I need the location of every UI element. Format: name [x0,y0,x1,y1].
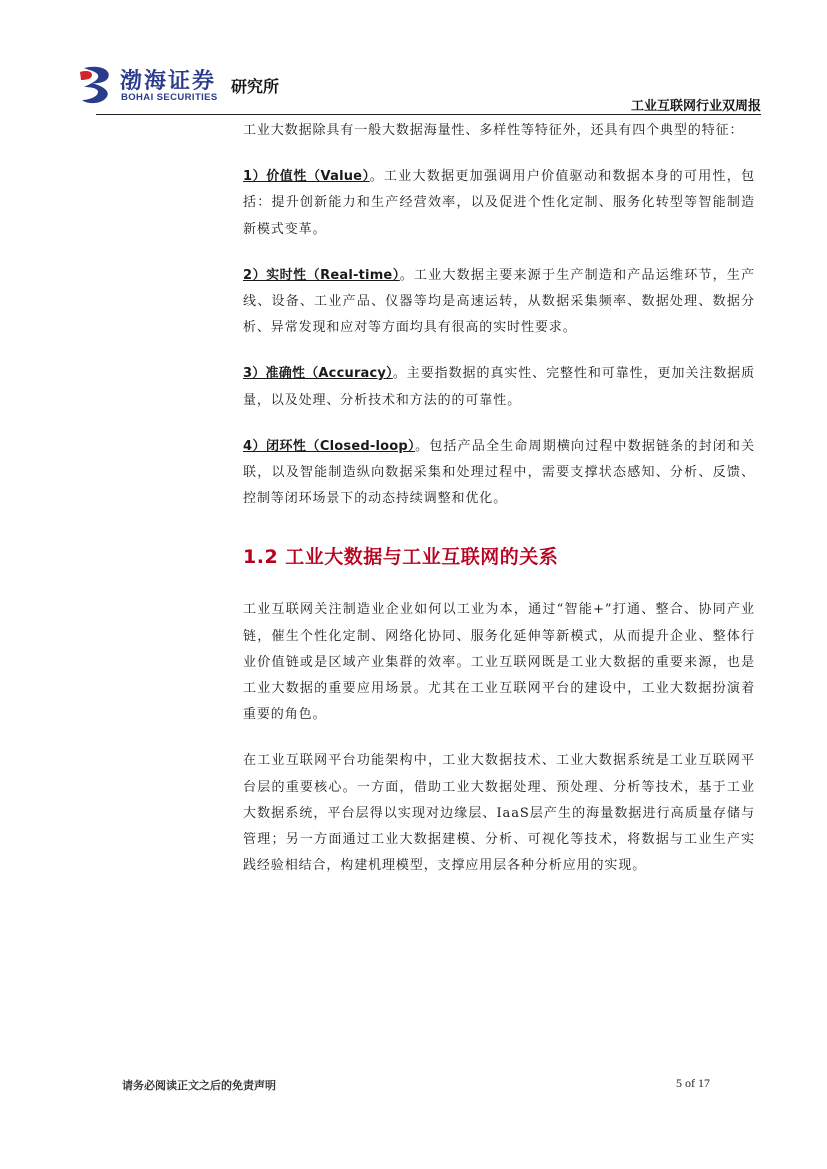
institute-label: 研究所 [231,77,280,96]
brand-name-cn: 渤海证券 [120,68,217,94]
feature-paragraph-4 [243,434,755,513]
section-paragraph-2: 在工业互联网平台功能架构中，工业大数据技术、工业大数据系统是工业互联网平台层的重要核心。一方面，借助工业大数据处理、预处理、分析等技术，基于工业大数据系统，平台层得以实现对边缘层、IaaS层产生的海量数据进行高质量存储与管理；另一方面通过工业大数据建模、分析、可视化等技术，将数据与工业生产实践经验相结合，构建机理模型，支撑应用层各种分析应用的实现。 [243,753,755,874]
section-paragraph-1: 工业互联网关注制造业企业如何以工业为本，通过“智能+”打通、整合、协同产业链，催生个性化定制、网络化协同、服务化延伸等新模式，从而提升企业、整体行业价值链或是区域产业集群的效率。工业互联网既是工业大数据的重要来源，也是工业大数据的重要应用场景。尤其在工业互联网平台的建设中，工业大数据扮演着重要的角色。 [243,602,755,723]
intro-paragraph: 工业大数据除具有一般大数据海量性、多样性等特征外，还具有四个典型的特征： [243,123,744,138]
feature-paragraph-1 [243,164,755,243]
report-title: 工业互联网行业双周报 [630,99,761,114]
feature-paragraph-3 [243,361,755,413]
feature-text: 。主要指数据的真实性、完整性和可靠性，更加关注数据质量，以及处理、分析技术和方法的的可靠性。 [243,366,755,408]
bohai-logo-icon [78,64,116,106]
feature-title: 4）闭环性（Closed-loop） [243,438,416,454]
feature-text: 。工业大数据更加强调用户价值驱动和数据本身的可用性，包括：提升创新能力和生产经营效率，以及促进个性化定制、服务化转型等智能制造新模式变革。 [243,169,755,237]
feature-paragraph-2 [243,263,755,342]
main-content [243,118,755,879]
feature-text: 。工业大数据主要来源于生产制造和产品运维环节，生产线、设备、工业产品、仪器等均是高速运转，从数据采集频率、数据处理、数据分析、异常发现和应对等方面均具有很高的实时性要求。 [243,267,755,336]
company-logo [78,64,298,110]
header-divider [96,114,761,115]
feature-title: 1）价值性（Value） [243,169,370,185]
section-heading: 1.2 工业大数据与工业互联网的关系 [243,546,559,569]
feature-text: 。包括产品全生命周期横向过程中数据链条的封闭和关联，以及智能制造纵向数据采集和处理过程中，需要支撑状态感知、分析、反馈、控制等闭环场景下的动态持续调整和优化。 [243,438,756,507]
feature-title: 2）实时性（Real-time） [243,267,400,283]
page-number: 5 of 17 [676,1076,710,1090]
feature-title: 3）准确性（Accuracy） [243,366,393,382]
brand-name-en: BOHAI SECURITIES [121,92,218,103]
footer-disclaimer: 请务必阅读正文之后的免责声明 [122,1079,276,1092]
